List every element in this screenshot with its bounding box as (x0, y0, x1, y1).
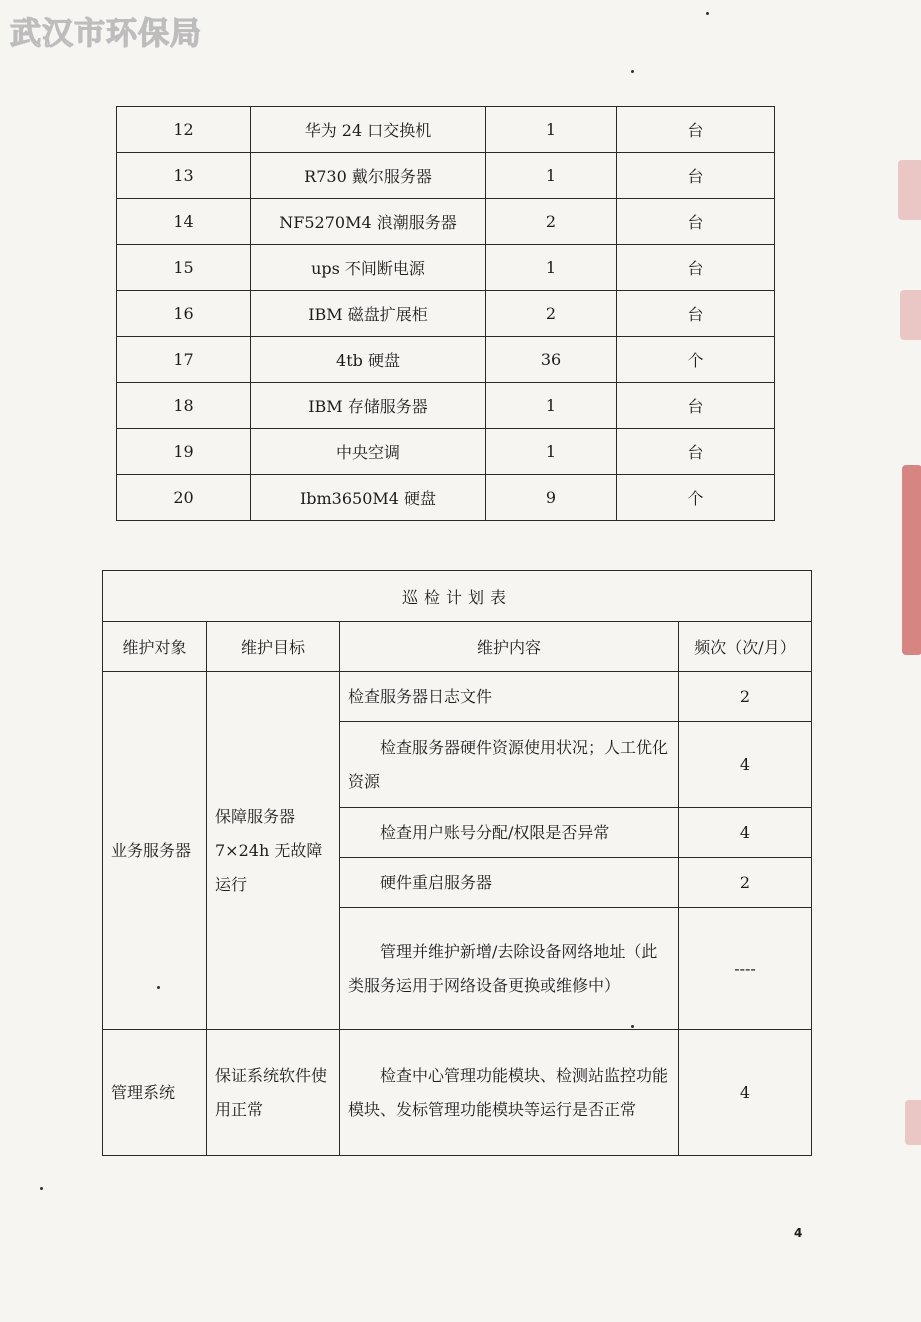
item-quantity: 2 (486, 291, 617, 337)
equipment-row (117, 383, 775, 429)
equipment-row (117, 245, 775, 291)
group1-object: 业务服务器 (103, 672, 207, 1030)
item-unit: 台 (617, 429, 775, 475)
frequency-value: ---- (679, 908, 812, 1030)
group1-goal: 保障服务器 7×24h 无故障运行 (207, 672, 340, 1030)
maintenance-content: 检查服务器日志文件 (340, 672, 679, 722)
equipment-row (117, 153, 775, 199)
item-quantity: 1 (486, 429, 617, 475)
item-quantity: 1 (486, 153, 617, 199)
scan-speck (706, 12, 709, 15)
plan-title: 巡检计划表 (103, 571, 812, 622)
scan-speck (40, 1187, 43, 1190)
item-number: 19 (117, 429, 251, 475)
maintenance-content: 检查中心管理功能模块、检测站监控功能模块、发标管理功能模块等运行是否正常 (340, 1030, 679, 1156)
item-name: 华为 24 口交换机 (251, 107, 486, 153)
scan-speck (631, 1025, 634, 1028)
frequency-value: 4 (679, 1030, 812, 1156)
page-number: 4 (794, 1226, 803, 1240)
header-content: 维护内容 (340, 622, 679, 672)
item-unit: 台 (617, 199, 775, 245)
item-number: 18 (117, 383, 251, 429)
header-frequency: 频次（次/月） (679, 622, 812, 672)
item-name: Ibm3650M4 硬盘 (251, 475, 486, 521)
watermark-text: 武汉市环保局 (10, 16, 202, 52)
scan-speck (631, 70, 634, 73)
item-quantity: 1 (486, 245, 617, 291)
item-name: ups 不间断电源 (251, 245, 486, 291)
item-unit: 台 (617, 153, 775, 199)
seal-fragment (905, 1100, 921, 1145)
header-object: 维护对象 (103, 622, 207, 672)
equipment-table (116, 106, 775, 521)
item-unit: 个 (617, 475, 775, 521)
item-name: 4tb 硬盘 (251, 337, 486, 383)
item-unit: 台 (617, 107, 775, 153)
item-unit: 台 (617, 291, 775, 337)
item-number: 13 (117, 153, 251, 199)
item-name: IBM 存储服务器 (251, 383, 486, 429)
item-name: R730 戴尔服务器 (251, 153, 486, 199)
maintenance-content: 管理并维护新增/去除设备网络地址（此类服务运用于网络设备更换或维修中） (340, 908, 679, 1030)
maintenance-content: 检查服务器硬件资源使用状况；人工优化资源 (340, 722, 679, 808)
equipment-row (117, 291, 775, 337)
equipment-row (117, 475, 775, 521)
item-number: 17 (117, 337, 251, 383)
header-goal: 维护目标 (207, 622, 340, 672)
inspection-plan-table (102, 570, 812, 1156)
item-unit: 台 (617, 383, 775, 429)
item-quantity: 1 (486, 383, 617, 429)
item-unit: 台 (617, 245, 775, 291)
item-number: 20 (117, 475, 251, 521)
item-name: IBM 磁盘扩展柜 (251, 291, 486, 337)
group2-goal: 保证系统软件使用正常 (207, 1030, 340, 1156)
item-quantity: 9 (486, 475, 617, 521)
seal-fragment (902, 465, 921, 655)
item-number: 15 (117, 245, 251, 291)
maintenance-content: 硬件重启服务器 (340, 858, 679, 908)
frequency-value: 4 (679, 808, 812, 858)
item-quantity: 36 (486, 337, 617, 383)
equipment-row (117, 429, 775, 475)
item-unit: 个 (617, 337, 775, 383)
item-quantity: 1 (486, 107, 617, 153)
scan-speck (157, 986, 160, 989)
frequency-value: 2 (679, 858, 812, 908)
seal-fragment (898, 160, 921, 220)
maintenance-content: 检查用户账号分配/权限是否异常 (340, 808, 679, 858)
equipment-row (117, 107, 775, 153)
item-quantity: 2 (486, 199, 617, 245)
equipment-row (117, 337, 775, 383)
item-number: 16 (117, 291, 251, 337)
frequency-value: 2 (679, 672, 812, 722)
seal-fragment (900, 290, 921, 340)
item-number: 14 (117, 199, 251, 245)
frequency-value: 4 (679, 722, 812, 808)
equipment-row (117, 199, 775, 245)
group2-object: 管理系统 (103, 1030, 207, 1156)
item-name: 中央空调 (251, 429, 486, 475)
item-name: NF5270M4 浪潮服务器 (251, 199, 486, 245)
item-number: 12 (117, 107, 251, 153)
